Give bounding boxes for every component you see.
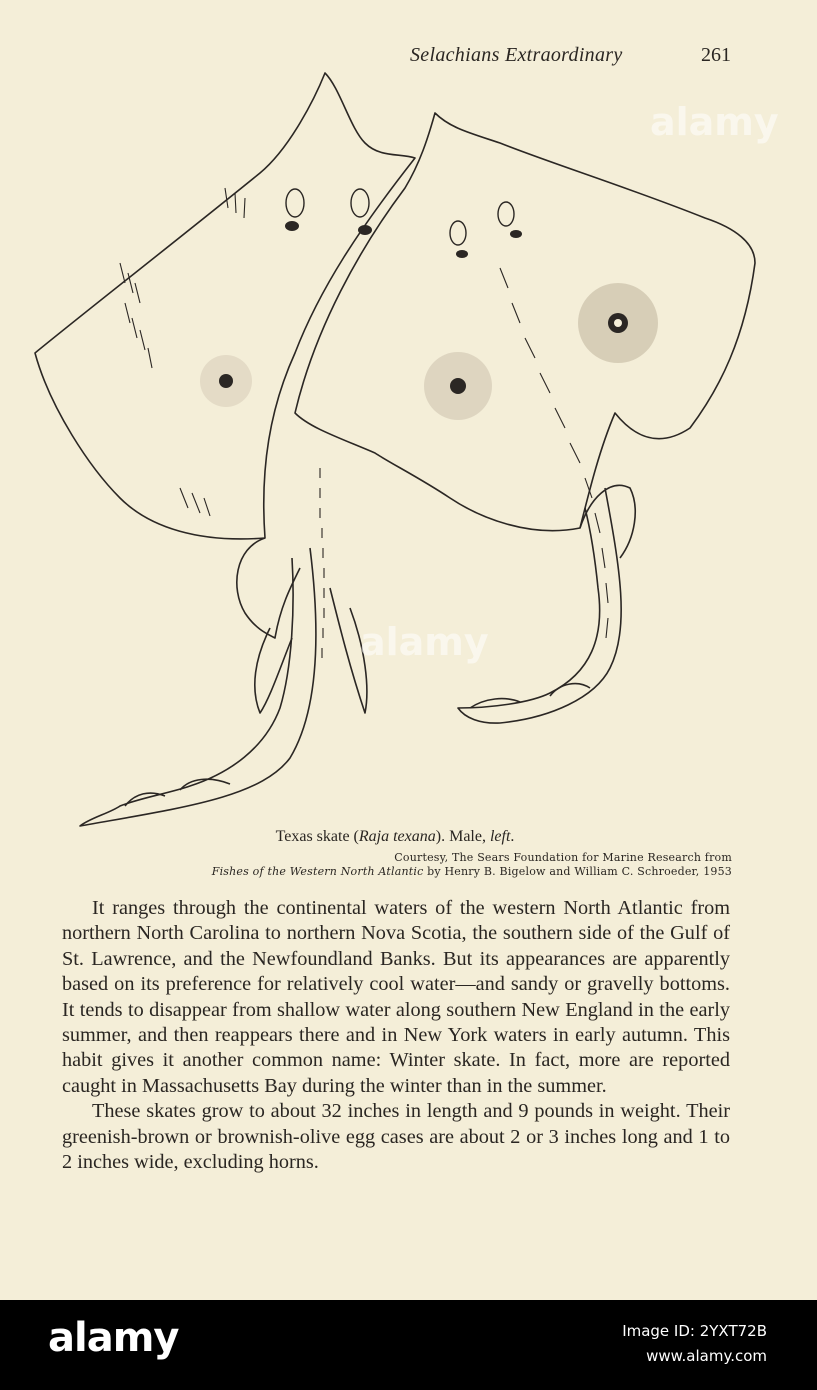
right-skate-tail xyxy=(458,488,621,723)
credit-authors: by Henry B. Bigelow and William C. Schroeder, 1953 xyxy=(423,865,732,878)
left-skate-tail xyxy=(80,548,316,826)
left-skate-pelvic-fin xyxy=(237,538,300,638)
ocelli-spots xyxy=(200,283,658,420)
figure-credit-line-2 xyxy=(100,865,732,878)
credit-book-title: Fishes of the Western North Atlantic xyxy=(211,865,424,878)
caption-text-mid: ). Male, xyxy=(435,828,490,845)
left-skate-clasper-left xyxy=(255,628,292,713)
alamy-logo: alamy xyxy=(48,1315,179,1361)
watermark-ghost: alamy xyxy=(360,620,489,664)
right-skate-body xyxy=(295,113,755,531)
right-skate-tail-fin xyxy=(470,684,590,708)
paragraph-1: It ranges through the continental waters of the western North Atlantic from northern North Carolina to northern Nova Scotia, the southern side of the Gulf of St. Lawrence, and the Newfoundland Banks. But its appearances are apparently based on its preference for relatively cool water—and sandy or gravelly bottoms. It tends to disappear from shallow water along southern New England in the early summer, and then reappears there and in New York waters in early autumn. This habit gives it another common name: Winter skate. In fact, more are reported caught in Massachusetts Bay during the winter than in the summer. xyxy=(62,897,730,1097)
paragraph-2: These skates grow to about 32 inches in length and 9 pounds in weight. Their greenish-brown or brownish-olive egg cases are about 2 or 3 inches long and 1 to 2 inches wide, excluding horns. xyxy=(62,1100,730,1174)
caption-end: . xyxy=(510,828,515,845)
skate-illustration xyxy=(30,68,760,833)
caption-text: Texas skate ( xyxy=(275,828,359,845)
running-title: Selachians Extraordinary xyxy=(410,44,623,66)
page-number: 261 xyxy=(701,44,731,66)
left-skate-tail-fin xyxy=(125,779,230,806)
caption-species: Raja texana xyxy=(358,828,436,845)
skate-stipple xyxy=(120,188,608,658)
body-text xyxy=(62,896,730,1175)
watermark-ghost: alamy xyxy=(650,100,779,144)
image-id: Image ID: 2YXT72B xyxy=(622,1322,767,1340)
figure-caption xyxy=(0,828,790,846)
caption-left: left xyxy=(489,828,511,845)
left-skate-body xyxy=(35,73,415,539)
watermark-url: www.alamy.com xyxy=(646,1347,767,1365)
figure-credit-line-1: Courtesy, The Sears Foundation for Marine Research from xyxy=(394,851,732,864)
skate-eyes xyxy=(285,189,522,258)
